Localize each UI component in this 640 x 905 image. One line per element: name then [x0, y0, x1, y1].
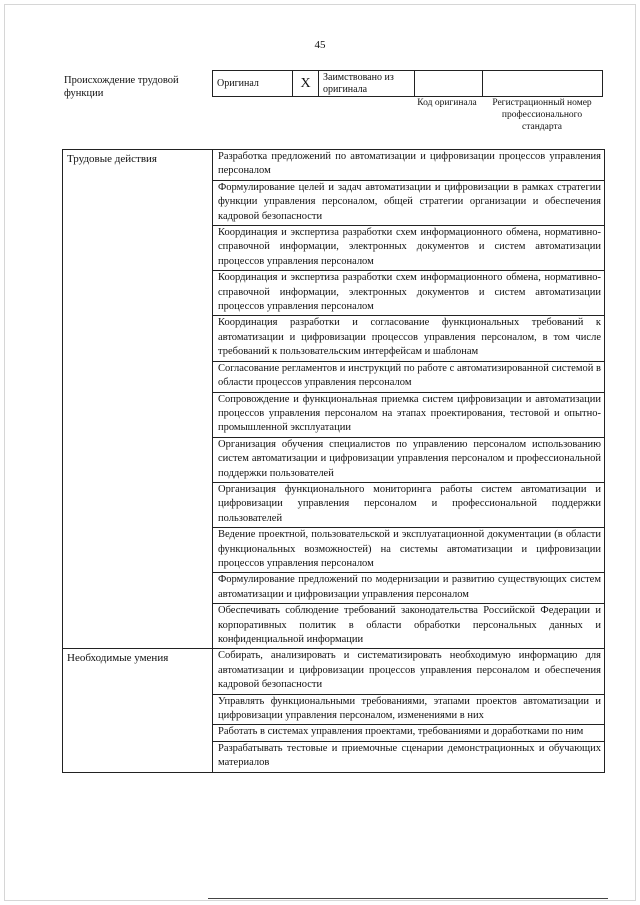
code-cell — [415, 71, 483, 97]
list-item: Организация обучения специалистов по управлению персоналом использованию систем автоматизации и цифровизации управления персоналом и профессиональной поддержки пользователей — [213, 437, 605, 482]
reg-number-cell — [483, 71, 603, 97]
table-row — [63, 649, 605, 694]
list-item: Формулирование целей и задач автоматизации и цифровизации в рамках стратегии функции управления персоналом, общей стратегии организации и обеспечения кадровой безопасности — [213, 180, 605, 225]
list-item: Обеспечивать соблюдение требований законодательства Российской Федерации и корпоративных политик в области обработки персональных данных и конфиденциальной информации — [213, 604, 605, 649]
list-item: Формулирование предложений по модернизации и развитию существующих систем автоматизации и цифровизации управления персоналом — [213, 573, 605, 604]
reg-number-caption: Регистрационный номер профессионального стандарта — [492, 98, 592, 132]
origin-table — [212, 70, 603, 97]
list-item: Сопровождение и функциональная приемка систем цифровизации и автоматизации процессов управления персоналом на этапах проектирования, тестовой и опытно-промышленной эксплуатации — [213, 392, 605, 437]
origin-label: Происхождение трудовой функции — [64, 75, 179, 99]
scan-bottom-rule — [208, 898, 608, 899]
list-item: Разработка предложений по автоматизации и цифровизации процессов управления персоналом — [213, 150, 605, 181]
list-item: Согласование регламентов и инструкций по работе с автоматизированной системой в области процессов управления персоналом — [213, 361, 605, 392]
section-heading: Необходимые умения — [63, 649, 213, 772]
original-cell: Оригинал — [213, 71, 293, 97]
section-heading: Трудовые действия — [63, 150, 213, 649]
code-caption: Код оригинала — [417, 98, 477, 108]
list-item: Координация и экспертиза разработки схем информационного обмена, нормативно-справочной информации, электронных документов и систем автоматизации процессов управления персоналом — [213, 226, 605, 271]
list-item: Управлять функциональными требованиями, этапами проектов автоматизации и цифровизации управления персоналом, изменениями в них — [213, 694, 605, 725]
list-item: Ведение проектной, пользовательской и эксплуатационной документации (в области функциональных возможностей) на системы автоматизации и цифровизации процессов управления персоналом — [213, 528, 605, 573]
borrowed-cell: Заимствовано из оригинала — [319, 71, 415, 97]
list-item: Координация и экспертиза разработки схем информационного обмена, нормативно-справочной информации, электронных документов и систем автоматизации процессов управления персоналом — [213, 271, 605, 316]
functions-table — [62, 149, 605, 773]
list-item: Собирать, анализировать и систематизировать необходимую информацию для автоматизации и цифровизации процессов управления персоналом и обеспечения кадровой безопасности — [213, 649, 605, 694]
original-mark: X — [293, 71, 319, 97]
table-row — [63, 150, 605, 181]
list-item: Координация разработки и согласование функциональных требований к автоматизации и цифровизации процессов управления персоналом, в том числе требований к пользовательским интерфейсам и шаблонам — [213, 316, 605, 361]
page-number: 45 — [314, 39, 326, 51]
list-item: Организация функционального мониторинга работы систем автоматизации и цифровизации управления персоналом и профессиональной поддержки пользователей — [213, 482, 605, 527]
list-item: Разрабатывать тестовые и приемочные сценарии демонстрационных и обучающих материалов — [213, 741, 605, 772]
list-item: Работать в системах управления проектами, требованиями и доработками по ним — [213, 725, 605, 741]
